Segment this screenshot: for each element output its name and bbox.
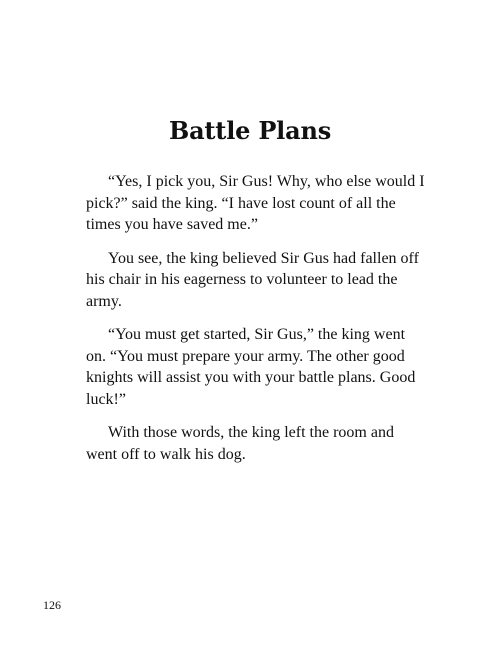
paragraph-2: You see, the king believed Sir Gus had fallen off his chair in his eagerness to volunteer to lead the army. bbox=[86, 249, 419, 310]
paragraph-4: With those words, the king left the room and went off to walk his dog. bbox=[86, 424, 394, 463]
page-number: 126 bbox=[43, 598, 61, 612]
body-text bbox=[86, 171, 426, 477]
paragraph-3: “You must get started, Sir Gus,” the king went on. “You must prepare your army. The other good knights will assist you with your battle plans. Good luck!” bbox=[86, 326, 416, 408]
paragraph-1: “Yes, I pick you, Sir Gus! Why, who else would I pick?” said the king. “I have lost count of all the times you have saved me.” bbox=[86, 173, 425, 233]
chapter-title: Battle Plans bbox=[168, 116, 332, 145]
